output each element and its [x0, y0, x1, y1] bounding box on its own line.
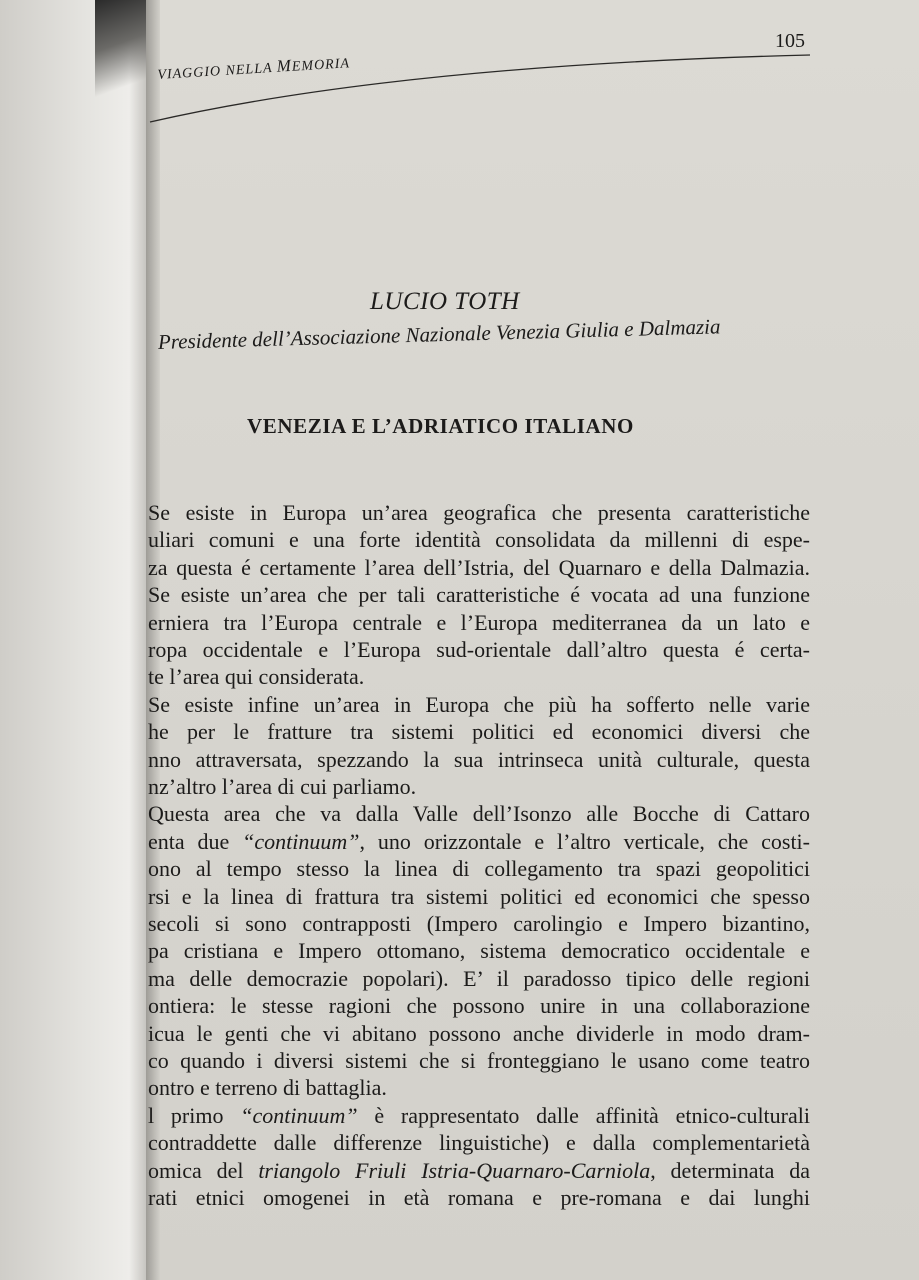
- running-head-rest: EMORIA: [291, 56, 351, 75]
- text-segment: Se esiste un’area che per tali caratteristiche é vocata ad una funzione: [148, 582, 810, 608]
- text-line: [148, 747, 810, 773]
- text-line: [148, 610, 810, 636]
- text-segment: ontro e terreno di battaglia.: [148, 1075, 387, 1101]
- text-segment: enta due: [148, 828, 243, 854]
- text-line: [148, 801, 810, 827]
- text-segment: rati etnici omogenei in età romana e pre-romana e dai lunghi: [148, 1185, 810, 1210]
- text-line: [148, 774, 810, 800]
- text-segment: , uno orizzontale e l’altro verticale, che costi-: [359, 828, 810, 854]
- text-line: [148, 1103, 810, 1129]
- text-line: [148, 884, 810, 910]
- text-line: [148, 938, 810, 964]
- author-affiliation: Presidente dell’Associazione Nazionale Venezia Giulia e Dalmazia: [157, 314, 721, 354]
- text-segment: omica del: [148, 1157, 259, 1183]
- italic-text: “continuum”: [240, 1102, 358, 1128]
- text-line: [148, 719, 810, 745]
- text-line: [148, 500, 810, 526]
- page-number: 105: [775, 30, 805, 52]
- text-segment: ma delle democrazie popolari). E’ il paradosso tipico delle regioni: [148, 965, 810, 991]
- text-segment: ropa occidentale e l’Europa sud-orientale dall’altro questa é certa-: [148, 637, 810, 662]
- text-segment: Se esiste in Europa un’area geografica che presenta caratteristiche: [148, 500, 810, 525]
- text-segment: he per le fratture tra sistemi politici ed economici diversi che: [148, 719, 810, 745]
- text-line: [148, 993, 810, 1019]
- text-segment: contraddette dalle differenze linguistiche) e dalla complementarietà: [148, 1130, 810, 1156]
- text-segment: icua le genti che vi abitano possono anche dividerle in modo dram-: [148, 1020, 810, 1046]
- text-segment: ono al tempo stesso la linea di collegamento tra spazi geopolitici: [148, 856, 810, 882]
- text-line: [148, 1048, 810, 1074]
- text-segment: rsi e la linea di frattura tra sistemi politici ed economici che spesso: [148, 883, 810, 909]
- text-line: [148, 966, 810, 992]
- text-segment: nno attraversata, spezzando la sua intrinseca unità culturale, questa: [148, 746, 810, 772]
- text-line: [148, 637, 810, 663]
- left-page: [0, 0, 152, 1280]
- italic-text: triangolo Friuli Istria-Quarnaro-Carniola: [258, 1157, 651, 1183]
- text-segment: ontiera: le stesse ragioni che possono unire in una collaborazione: [148, 993, 810, 1019]
- text-segment: pa cristiana e Impero ottomano, sistema democratico occidentale e: [148, 938, 810, 964]
- text-segment: erniera tra l’Europa centrale e l’Europa mediterranea da un lato e: [148, 609, 810, 635]
- text-line: [148, 911, 810, 937]
- article-title: VENEZIA E L’ADRIATICO ITALIANO: [247, 414, 634, 438]
- text-line: [148, 664, 810, 690]
- text-line: [148, 555, 810, 581]
- text-segment: l primo: [148, 1102, 241, 1128]
- running-head-cap: M: [276, 55, 293, 76]
- header-rule: [0, 0, 919, 140]
- text-line: [148, 1021, 810, 1047]
- text-segment: secoli si sono contrapposti (Impero carolingio e Impero bizantino,: [148, 911, 810, 936]
- text-line: [148, 1075, 810, 1101]
- author-name: LUCIO TOTH: [370, 288, 520, 315]
- text-line: [148, 527, 810, 553]
- running-head-text: VIAGGIO NELLA: [157, 60, 278, 84]
- text-segment: Se esiste infine un’area in Europa che più ha sofferto nelle varie: [148, 691, 810, 717]
- text-segment: uliari comuni e una forte identità consolidata da millenni di espe-: [148, 527, 810, 553]
- text-segment: co quando i diversi sistemi che si fronteggiano le usano come teatro: [148, 1048, 810, 1073]
- text-line: [148, 829, 810, 855]
- text-line: [148, 1158, 810, 1184]
- text-segment: è rappresentato dalle affinità etnico-culturali: [357, 1102, 810, 1128]
- text-line: [148, 582, 810, 608]
- text-segment: , determinata da: [650, 1157, 810, 1183]
- text-line: [148, 1130, 810, 1156]
- text-line: [148, 692, 810, 718]
- text-line: [148, 856, 810, 882]
- text-segment: te l’area qui considerata.: [148, 664, 365, 690]
- italic-text: “continuum”: [242, 828, 360, 854]
- text-line: [148, 1185, 810, 1211]
- text-segment: nz’altro l’area di cui parliamo.: [148, 774, 417, 799]
- text-segment: Questa area che va dalla Valle dell’Isonzo alle Bocche di Cattaro: [148, 801, 810, 827]
- text-segment: za questa é certamente l’area dell’Istria, del Quarnaro e della Dalmazia.: [148, 554, 810, 580]
